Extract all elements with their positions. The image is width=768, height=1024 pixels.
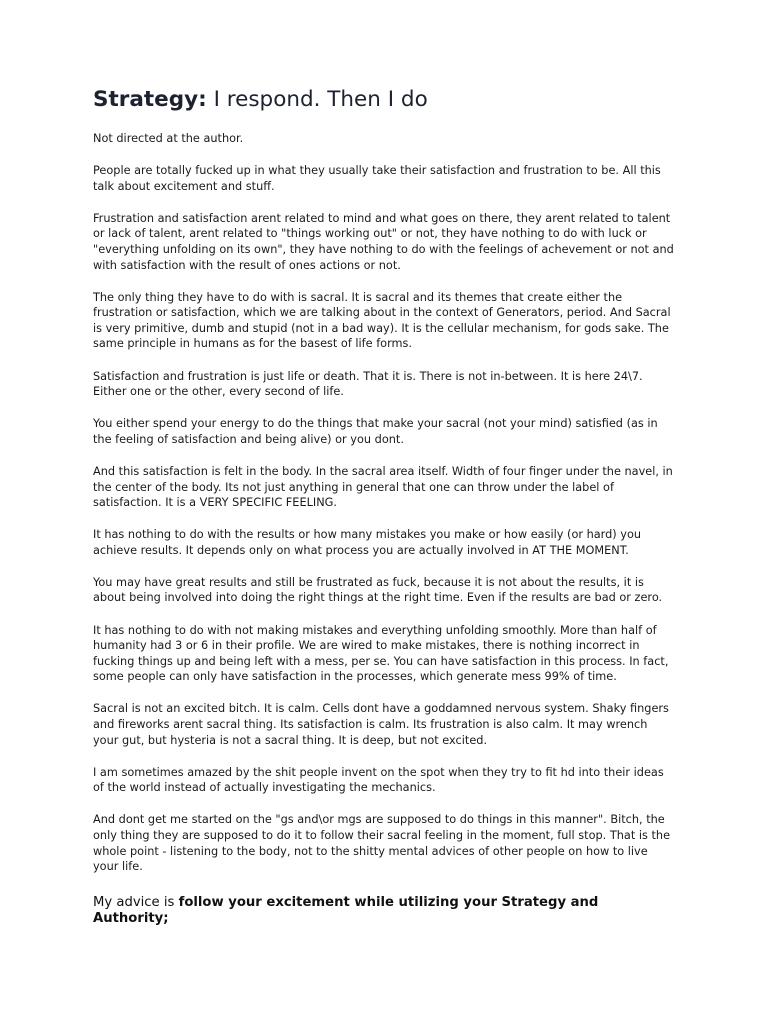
title-text: I respond. Then I do xyxy=(206,87,428,112)
advice-emphasis: follow your excitement while utilizing your Strategy and Authority; xyxy=(93,894,599,926)
paragraph-11: Sacral is not an excited bitch. It is calm. Cells dont have a goddamned nervous system. Shaky fingers and fireworks arent sacral thing. Its satisfaction is calm. Its frustration is also calm. It may wrench your gut, but hysteria is not a sacral thing. It is deep, but not excited. xyxy=(93,702,669,747)
paragraph-5: Satisfaction and frustration is just life or death. That it is. There is not in-between. It is here 24\7. Either one or the other, every second of life. xyxy=(93,369,643,399)
paragraph-1: Not directed at the author. xyxy=(93,132,244,145)
paragraph-13: And dont get me started on the "gs and\or mgs are supposed to do things in this manner". Bitch, the only thing they are supposed to do it to follow their sacral feeling in the moment, full stop. That is the whole point - listening to the body, not to the shitty mental advices of other people on how to live your life. xyxy=(93,813,671,874)
paragraph-4: The only thing they have to do with is sacral. It is sacral and its themes that create either the frustration or satisfaction, which we are talking about in the context of Generators, period. And Sacral is very primitive, dumb and stupid (not in a bad way). It is the cellular mechanism, for gods sake. The same principle in humans as for the basest of life forms. xyxy=(93,290,671,351)
paragraph-7: And this satisfaction is felt in the body. In the sacral area itself. Width of four finger under the navel, in the center of the body. Its not just anything in general that one can throw under the label of satisfaction. It is a VERY SPECIFIC FEELING. xyxy=(93,464,673,510)
paragraph-10: It has nothing to do with not making mistakes and everything unfolding smoothly. More than half of humanity had 3 or 6 in their profile. We are wired to make mistakes, there is nothing incorrect in fucking things up and being left with a mess, per se. You can have satisfaction in this process. In fact, some people can only have satisfaction in the processes, which generate mess 99% of time. xyxy=(93,623,669,684)
paragraph-6: You either spend your energy to do the things that make your sacral (not your mind) satisfied (as in the feeling of satisfaction and being alive) or you dont. xyxy=(93,417,658,446)
paragraph-8: It has nothing to do with the results or how many mistakes you make or how easily (or hard) you achieve results. It depends only on what process you are actually involved in AT THE MOMENT. xyxy=(93,528,642,557)
page-title xyxy=(93,86,676,114)
paragraph-3: Frustration and satisfaction arent related to mind and what goes on there, they arent related to talent or lack of talent, arent related to "things working out" or not, they have nothing to do with luck or "everything unfolding on its own", they have nothing to do with the feelings of achevement or not and with satisfaction with the result of ones actions or not. xyxy=(93,211,674,272)
title-label: Strategy: xyxy=(93,87,207,112)
paragraph-9: You may have great results and still be frustrated as fuck, because it is not about the results, it is about being involved into doing the right things at the right time. Even if the results are bad or zero. xyxy=(93,575,663,605)
paragraph-2: People are totally fucked up in what they usually take their satisfaction and frustration to be. All this talk about excitement and stuff. xyxy=(93,164,661,193)
paragraph-12: I am sometimes amazed by the shit people invent on the spot when they try to fit hd into their ideas of the world instead of actually investigating the mechanics. xyxy=(93,765,664,795)
advice-line xyxy=(93,895,676,927)
advice-lead: My advice is xyxy=(93,894,179,910)
